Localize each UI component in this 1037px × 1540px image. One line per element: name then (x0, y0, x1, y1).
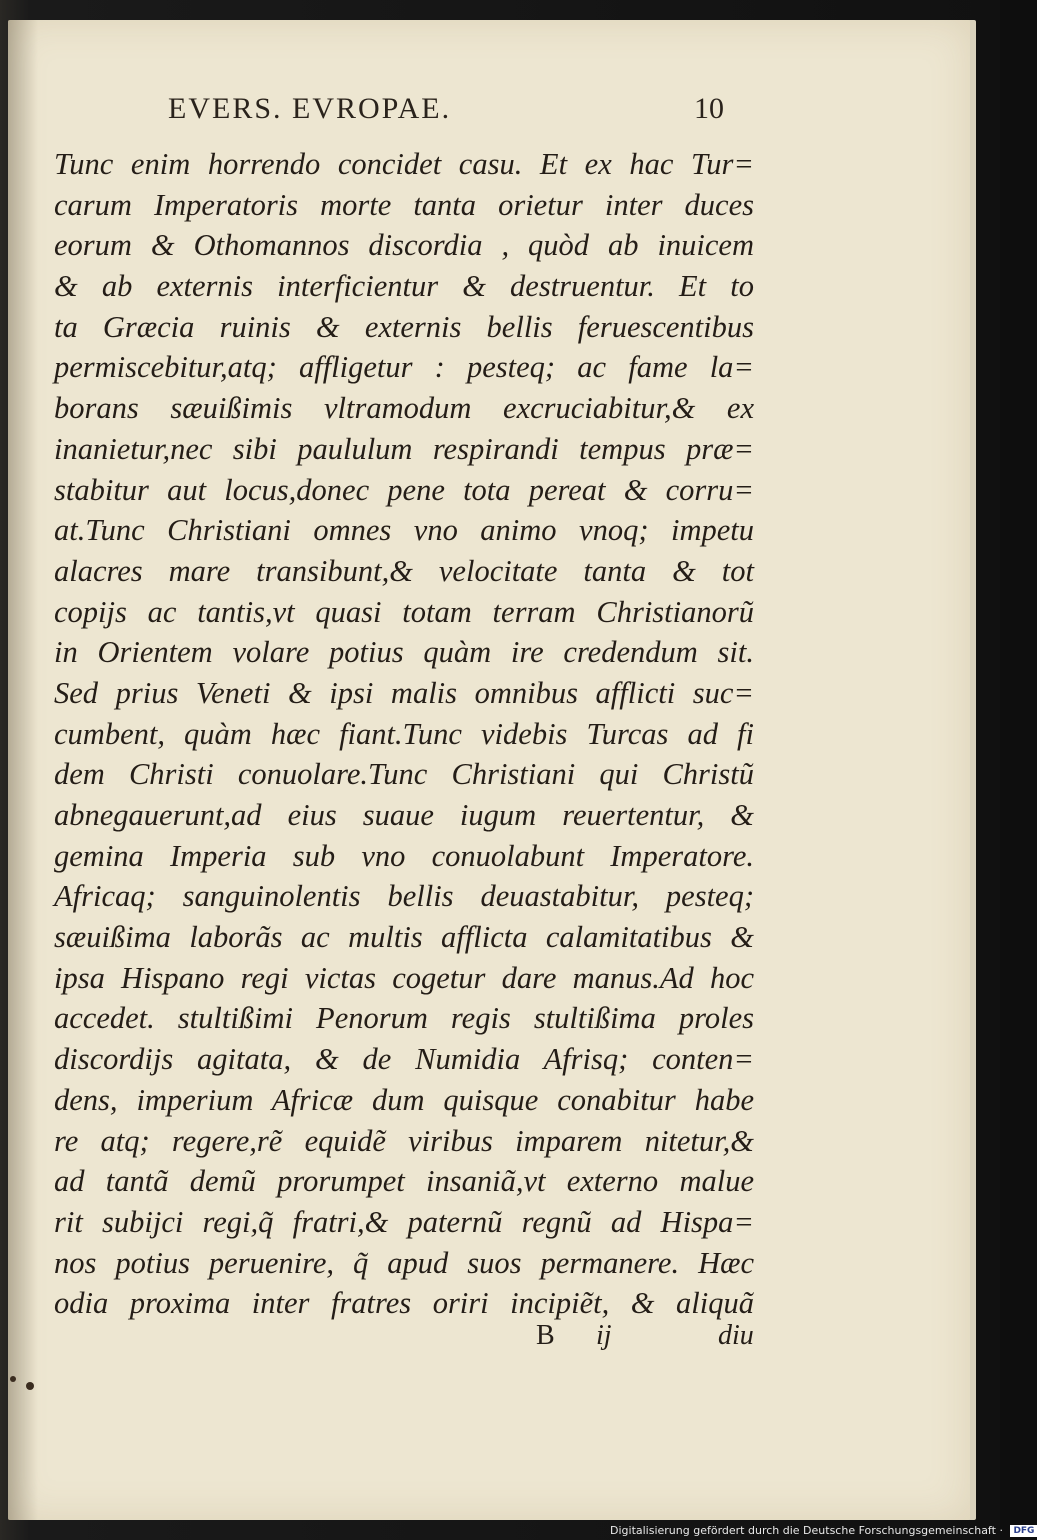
book-page (8, 20, 970, 1520)
text-line: rit subijci regi,q̃ fratri,& paternũ regnũ ad Hispa= (54, 1204, 754, 1239)
ink-spot (26, 1382, 34, 1390)
page-number: 10 (694, 92, 724, 125)
text-line: Africaq; sanguinolentis bellis deuastabitur, pesteq; (54, 879, 754, 914)
digitization-footer: Digitalisierung gefördert durch die Deutsche Forschungsgemeinschaft · DFG (610, 1524, 1037, 1537)
text-line: cumbent, quàm hæc fiant.Tunc videbis Turcas ad fi (54, 716, 754, 751)
footer-text: Digitalisierung gefördert durch die Deutsche Forschungsgemeinschaft (610, 1524, 996, 1537)
text-line: at.Tunc Christiani omnes vno animo vnoq; impetu (54, 513, 754, 548)
text-line: abnegauerunt,ad eius suaue iugum reuertentur, & (54, 798, 754, 832)
text-line: borans sæuißimis vltramodum excruciabitur,& ex (54, 391, 754, 426)
text-line: dens, imperium Africæ dum quisque conabitur habe (54, 1082, 754, 1117)
catchword: diu (718, 1320, 754, 1351)
text-line: eorum & Othomannos discordia , quòd ab inuicem (54, 228, 754, 263)
running-head: EVERS. EVROPAE. (168, 92, 452, 125)
text-line: & ab externis interficientur & destruentur. Et to (54, 269, 754, 304)
text-line: discordijs agitata, & de Numidia Afrisq; conten= (54, 1042, 754, 1077)
text-line: inanietur,nec sibi paululum respirandi tempus præ= (54, 431, 754, 466)
text-line: copijs ac tantis,vt quasi totam terram Christianorũ (54, 594, 754, 629)
text-line: permiscebitur,atq; affligetur : pesteq; ac fame la= (54, 350, 754, 385)
text-line: gemina Imperia sub vno conuolabunt Imperatore. (54, 838, 754, 873)
signature-number: ij (596, 1320, 612, 1351)
text-line: carum Imperatoris morte tanta orietur inter duces (54, 187, 754, 222)
text-line: sæuißima laborãs ac multis afflicta calamitatibus & (54, 920, 754, 955)
text-line: ipsa Hispano regi victas cogetur dare manus.Ad hoc (54, 960, 754, 995)
text-line: odia proxima inter fratres oriri incipiẽt, & aliquã (54, 1286, 754, 1321)
text-line: ta Græcia ruinis & externis bellis feruescentibus (54, 309, 754, 344)
text-line: accedet. stultißimi Penorum regis stultißima proles (54, 1001, 754, 1036)
text-line: dem Christi conuolare.Tunc Christiani qui Christũ (54, 757, 754, 792)
text-line: Sed prius Veneti & ipsi malis omnibus afflicti suc= (54, 675, 754, 710)
text-line: stabitur aut locus,donec pene tota pereat & corru= (54, 472, 754, 507)
text-block (54, 144, 754, 1324)
ink-spot (10, 1376, 16, 1382)
signature-mark: B (536, 1320, 555, 1351)
text-line: re atq; regere,rẽ equidẽ viribus imparem nitetur,& (54, 1123, 754, 1158)
text-line: nos potius peruenire, q̃ apud suos permanere. Hæc (54, 1245, 754, 1280)
text-line: alacres mare transibunt,& velocitate tanta & tot (54, 553, 754, 588)
text-line: Tunc enim horrendo concidet casu. Et ex hac Tur= (54, 147, 754, 181)
text-line: ad tantã demũ prorumpet insaniã,vt externo malue (54, 1164, 754, 1199)
text-line: in Orientem volare potius quàm ire credendum sit. (54, 635, 754, 670)
dfg-logo-icon[interactable]: DFG (1010, 1525, 1037, 1537)
